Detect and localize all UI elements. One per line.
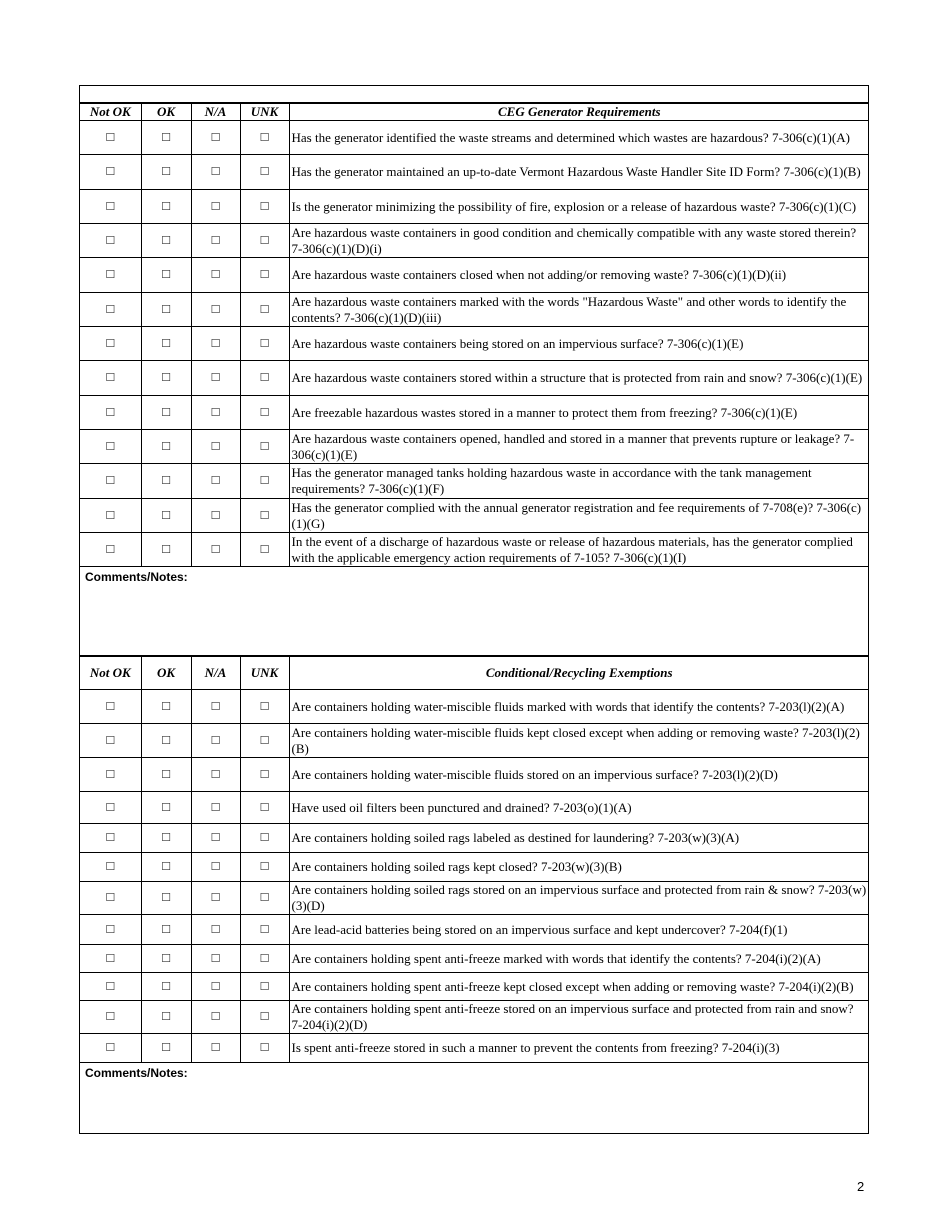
table-row <box>80 155 869 190</box>
column-header: UNK <box>240 657 289 690</box>
table-row <box>80 190 869 224</box>
column-header: N/A <box>191 657 240 690</box>
checkbox-unk[interactable]: ☐ <box>240 853 289 882</box>
checkbox-unk[interactable]: ☐ <box>240 430 289 464</box>
checkbox-notok[interactable]: ☐ <box>80 792 141 824</box>
checkbox-unk[interactable]: ☐ <box>240 327 289 361</box>
checkbox-na[interactable]: ☐ <box>191 121 240 155</box>
table-row <box>80 724 869 758</box>
checkbox-na[interactable]: ☐ <box>191 824 240 853</box>
requirement-text: Are containers holding spent anti-freeze kept closed except when adding or removing waste? 7-204(i)(2)(B) <box>289 973 869 1001</box>
checkbox-notok[interactable]: ☐ <box>80 258 141 293</box>
checkbox-notok[interactable]: ☐ <box>80 824 141 853</box>
blank-top-row <box>80 86 868 103</box>
ceg-requirements-table <box>80 103 869 567</box>
requirement-text: Are hazardous waste containers being stored on an impervious surface? 7-306(c)(1)(E) <box>289 327 869 361</box>
checkbox-na[interactable]: ☐ <box>191 155 240 190</box>
column-header: Not OK <box>80 657 141 690</box>
checkbox-unk[interactable]: ☐ <box>240 945 289 973</box>
checkbox-notok[interactable]: ☐ <box>80 758 141 792</box>
checkbox-na[interactable]: ☐ <box>191 690 240 724</box>
page-number: 2 <box>857 1179 865 1194</box>
checkbox-ok[interactable]: ☐ <box>141 724 191 758</box>
column-header: UNK <box>240 104 289 121</box>
checkbox-na[interactable]: ☐ <box>191 190 240 224</box>
requirement-text: Have used oil filters been punctured and drained? 7-203(o)(1)(A) <box>289 792 869 824</box>
checkbox-unk[interactable]: ☐ <box>240 121 289 155</box>
checkbox-na[interactable]: ☐ <box>191 882 240 915</box>
checkbox-ok[interactable]: ☐ <box>141 824 191 853</box>
checkbox-na[interactable]: ☐ <box>191 915 240 945</box>
checkbox-na[interactable]: ☐ <box>191 430 240 464</box>
checkbox-na[interactable]: ☐ <box>191 499 240 533</box>
checkbox-ok[interactable]: ☐ <box>141 190 191 224</box>
checkbox-ok[interactable]: ☐ <box>141 792 191 824</box>
checkbox-na[interactable]: ☐ <box>191 724 240 758</box>
table-row <box>80 945 869 973</box>
requirement-text: Are hazardous waste containers opened, handled and stored in a manner that prevents rupture or leakage? 7-306(c)(1)(E) <box>289 430 869 464</box>
checkbox-notok[interactable]: ☐ <box>80 293 141 327</box>
table-row <box>80 1001 869 1034</box>
checkbox-na[interactable]: ☐ <box>191 1001 240 1034</box>
checkbox-notok[interactable]: ☐ <box>80 853 141 882</box>
checkbox-unk[interactable]: ☐ <box>240 464 289 499</box>
checkbox-notok[interactable]: ☐ <box>80 464 141 499</box>
requirement-text: Are hazardous waste containers marked with the words "Hazardous Waste" and other words to identify the contents? 7-306(c)(1)(D)(iii) <box>289 293 869 327</box>
checkbox-notok[interactable]: ☐ <box>80 973 141 1001</box>
checkbox-na[interactable]: ☐ <box>191 533 240 567</box>
checkbox-ok[interactable]: ☐ <box>141 258 191 293</box>
table-row <box>80 1034 869 1063</box>
checkbox-notok[interactable]: ☐ <box>80 882 141 915</box>
checkbox-ok[interactable]: ☐ <box>141 882 191 915</box>
column-header: N/A <box>191 104 240 121</box>
checkbox-notok[interactable]: ☐ <box>80 1034 141 1063</box>
checkbox-na[interactable]: ☐ <box>191 464 240 499</box>
table-row <box>80 258 869 293</box>
checkbox-unk[interactable]: ☐ <box>240 224 289 258</box>
requirement-text: Are freezable hazardous wastes stored in a manner to protect them from freezing? 7-306(c)(1)(E) <box>289 396 869 430</box>
checkbox-na[interactable]: ☐ <box>191 853 240 882</box>
requirement-text: Has the generator managed tanks holding hazardous waste in accordance with the tank management requirements? 7-306(c)(1)(F) <box>289 464 869 499</box>
checkbox-unk[interactable]: ☐ <box>240 690 289 724</box>
checkbox-na[interactable]: ☐ <box>191 258 240 293</box>
checkbox-unk[interactable]: ☐ <box>240 882 289 915</box>
checklist-form <box>79 85 869 1134</box>
requirement-text: Has the generator complied with the annual generator registration and fee requirements of 7-708(e)? 7-306(c)(1)(G) <box>289 499 869 533</box>
checkbox-ok[interactable]: ☐ <box>141 224 191 258</box>
table-row <box>80 293 869 327</box>
checkbox-na[interactable]: ☐ <box>191 945 240 973</box>
checkbox-ok[interactable]: ☐ <box>141 945 191 973</box>
requirement-text: Is the generator minimizing the possibility of fire, explosion or a release of hazardous waste? 7-306(c)(1)(C) <box>289 190 869 224</box>
checkbox-notok[interactable]: ☐ <box>80 724 141 758</box>
checkbox-na[interactable]: ☐ <box>191 327 240 361</box>
section-title: Conditional/Recycling Exemptions <box>289 657 869 690</box>
checkbox-ok[interactable]: ☐ <box>141 533 191 567</box>
header-row <box>80 657 869 690</box>
table-row <box>80 361 869 396</box>
table-row <box>80 792 869 824</box>
checkbox-ok[interactable]: ☐ <box>141 758 191 792</box>
checkbox-na[interactable]: ☐ <box>191 361 240 396</box>
column-header: Not OK <box>80 104 141 121</box>
requirement-text: Are containers holding spent anti-freeze stored on an impervious surface and protected from rain and snow? 7-204(i)(2)(D) <box>289 1001 869 1034</box>
checkbox-unk[interactable]: ☐ <box>240 155 289 190</box>
checkbox-notok[interactable]: ☐ <box>80 915 141 945</box>
table-row <box>80 430 869 464</box>
table-row <box>80 758 869 792</box>
requirement-text: Are hazardous waste containers in good condition and chemically compatible with any waste stored therein? 7-306(c)(1)(D)(i) <box>289 224 869 258</box>
checkbox-unk[interactable]: ☐ <box>240 792 289 824</box>
checkbox-unk[interactable]: ☐ <box>240 1001 289 1034</box>
comments-notes-1[interactable] <box>80 567 868 656</box>
comments-label: Comments/Notes: <box>85 1066 188 1080</box>
checkbox-ok[interactable]: ☐ <box>141 293 191 327</box>
requirement-text: In the event of a discharge of hazardous waste or release of hazardous materials, has the generator complied with the applicable emergency action requirements of 7-105? 7-306(c)(1)(I) <box>289 533 869 567</box>
requirement-text: Has the generator identified the waste streams and determined which wastes are hazardous? 7-306(c)(1)(A) <box>289 121 869 155</box>
table-row <box>80 882 869 915</box>
checkbox-unk[interactable]: ☐ <box>240 758 289 792</box>
checkbox-notok[interactable]: ☐ <box>80 533 141 567</box>
requirement-text: Has the generator maintained an up-to-date Vermont Hazardous Waste Handler Site ID Form? 7-306(c)(1)(B) <box>289 155 869 190</box>
requirement-text: Are lead-acid batteries being stored on an impervious surface and kept undercover? 7-204(f)(1) <box>289 915 869 945</box>
table-row <box>80 121 869 155</box>
checkbox-ok[interactable]: ☐ <box>141 1034 191 1063</box>
checkbox-ok[interactable]: ☐ <box>141 361 191 396</box>
checkbox-ok[interactable]: ☐ <box>141 464 191 499</box>
checkbox-ok[interactable]: ☐ <box>141 1001 191 1034</box>
checkbox-notok[interactable]: ☐ <box>80 224 141 258</box>
checkbox-notok[interactable]: ☐ <box>80 155 141 190</box>
header-row <box>80 104 869 121</box>
checkbox-notok[interactable]: ☐ <box>80 361 141 396</box>
requirement-text: Are containers holding soiled rags kept closed? 7-203(w)(3)(B) <box>289 853 869 882</box>
checkbox-ok[interactable]: ☐ <box>141 430 191 464</box>
checkbox-unk[interactable]: ☐ <box>240 190 289 224</box>
checkbox-unk[interactable]: ☐ <box>240 533 289 567</box>
checkbox-unk[interactable]: ☐ <box>240 1034 289 1063</box>
checkbox-ok[interactable]: ☐ <box>141 973 191 1001</box>
requirement-text: Are containers holding water-miscible fluids marked with words that identify the contents? 7-203(l)(2)(A) <box>289 690 869 724</box>
comments-notes-2[interactable] <box>80 1063 868 1147</box>
checkbox-unk[interactable]: ☐ <box>240 258 289 293</box>
requirement-text: Are containers holding water-miscible fluids stored on an impervious surface? 7-203(l)(2)(D) <box>289 758 869 792</box>
checkbox-na[interactable]: ☐ <box>191 224 240 258</box>
checkbox-unk[interactable]: ☐ <box>240 499 289 533</box>
requirement-text: Is spent anti-freeze stored in such a manner to prevent the contents from freezing? 7-204(i)(3) <box>289 1034 869 1063</box>
table-row <box>80 853 869 882</box>
checkbox-na[interactable]: ☐ <box>191 293 240 327</box>
checkbox-unk[interactable]: ☐ <box>240 724 289 758</box>
checkbox-notok[interactable]: ☐ <box>80 327 141 361</box>
checkbox-ok[interactable]: ☐ <box>141 327 191 361</box>
checkbox-ok[interactable]: ☐ <box>141 396 191 430</box>
column-header: OK <box>141 104 191 121</box>
checkbox-ok[interactable]: ☐ <box>141 121 191 155</box>
checkbox-ok[interactable]: ☐ <box>141 499 191 533</box>
checkbox-na[interactable]: ☐ <box>191 1034 240 1063</box>
requirement-text: Are hazardous waste containers stored within a structure that is protected from rain and snow? 7-306(c)(1)(E) <box>289 361 869 396</box>
table-row <box>80 464 869 499</box>
checkbox-unk[interactable]: ☐ <box>240 973 289 1001</box>
table-row <box>80 824 869 853</box>
checkbox-na[interactable]: ☐ <box>191 758 240 792</box>
checkbox-notok[interactable]: ☐ <box>80 190 141 224</box>
checkbox-na[interactable]: ☐ <box>191 396 240 430</box>
table-row <box>80 327 869 361</box>
column-header: OK <box>141 657 191 690</box>
checkbox-notok[interactable]: ☐ <box>80 430 141 464</box>
checkbox-unk[interactable]: ☐ <box>240 396 289 430</box>
checkbox-na[interactable]: ☐ <box>191 973 240 1001</box>
table-row <box>80 224 869 258</box>
checkbox-unk[interactable]: ☐ <box>240 915 289 945</box>
checkbox-notok[interactable]: ☐ <box>80 396 141 430</box>
table-row <box>80 915 869 945</box>
checkbox-unk[interactable]: ☐ <box>240 293 289 327</box>
checkbox-ok[interactable]: ☐ <box>141 155 191 190</box>
requirement-text: Are containers holding spent anti-freeze marked with words that identify the contents? 7-204(i)(2)(A) <box>289 945 869 973</box>
checkbox-notok[interactable]: ☐ <box>80 690 141 724</box>
section-title: CEG Generator Requirements <box>289 104 869 121</box>
checkbox-unk[interactable]: ☐ <box>240 824 289 853</box>
requirement-text: Are hazardous waste containers closed when not adding/or removing waste? 7-306(c)(1)(D)(ii) <box>289 258 869 293</box>
table-row <box>80 690 869 724</box>
table-row <box>80 533 869 567</box>
checkbox-unk[interactable]: ☐ <box>240 361 289 396</box>
comments-label: Comments/Notes: <box>85 570 188 584</box>
requirement-text: Are containers holding soiled rags stored on an impervious surface and protected from rain & snow? 7-203(w)(3)(D) <box>289 882 869 915</box>
checkbox-notok[interactable]: ☐ <box>80 945 141 973</box>
checkbox-notok[interactable]: ☐ <box>80 1001 141 1034</box>
checkbox-ok[interactable]: ☐ <box>141 690 191 724</box>
checkbox-ok[interactable]: ☐ <box>141 853 191 882</box>
requirement-text: Are containers holding water-miscible fluids kept closed except when adding or removing waste? 7-203(l)(2)(B) <box>289 724 869 758</box>
checkbox-notok[interactable]: ☐ <box>80 499 141 533</box>
table-row <box>80 973 869 1001</box>
exemptions-table <box>80 656 869 1063</box>
checkbox-na[interactable]: ☐ <box>191 792 240 824</box>
checkbox-notok[interactable]: ☐ <box>80 121 141 155</box>
requirement-text: Are containers holding soiled rags labeled as destined for laundering? 7-203(w)(3)(A) <box>289 824 869 853</box>
checkbox-ok[interactable]: ☐ <box>141 915 191 945</box>
table-row <box>80 499 869 533</box>
table-row <box>80 396 869 430</box>
